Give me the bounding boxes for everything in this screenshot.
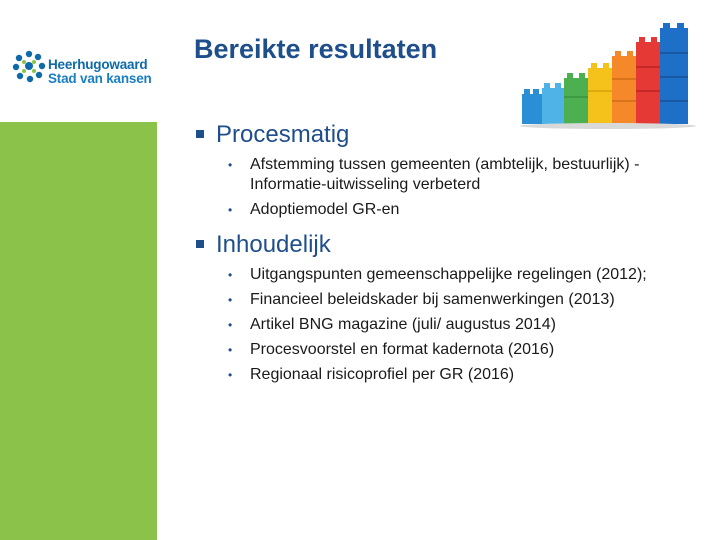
list-item xyxy=(228,200,694,220)
dot-bullet-icon: • xyxy=(228,268,233,282)
square-bullet-icon xyxy=(196,240,204,248)
heading-text: Procesmatig xyxy=(216,121,350,148)
section-procesmatig xyxy=(194,120,694,220)
item-text: Financieel beleidskader bij samenwerkingen (2013) xyxy=(250,291,615,308)
list-item xyxy=(228,265,694,285)
slide-content xyxy=(194,116,694,385)
item-text: Afstemming tussen gemeenten (ambtelijk, bestuurlijk) - Informatie-uitwisseling verbeterd xyxy=(250,156,640,193)
heading-text: Inhoudelijk xyxy=(216,231,331,258)
section-heading xyxy=(194,120,694,150)
list-item xyxy=(228,290,694,310)
dot-bullet-icon: • xyxy=(228,368,233,382)
item-text: Artikel BNG magazine (juli/ augustus 2014) xyxy=(250,316,556,333)
dot-bullet-icon: • xyxy=(228,293,233,307)
square-bullet-icon xyxy=(196,130,204,138)
section-heading xyxy=(194,230,694,260)
bullet-list xyxy=(194,155,694,220)
item-text: Adoptiemodel GR-en xyxy=(250,201,400,218)
list-item xyxy=(228,365,694,385)
item-text: Procesvoorstel en format kadernota (2016) xyxy=(250,341,555,358)
section-inhoudelijk xyxy=(194,230,694,385)
dot-bullet-icon: • xyxy=(228,318,233,332)
dot-bullet-icon: • xyxy=(228,203,233,217)
dot-bullet-icon: • xyxy=(228,158,233,172)
lego-bricks-illustration xyxy=(518,18,708,130)
logo-area xyxy=(0,0,157,122)
list-item xyxy=(228,155,694,195)
logo-flower-icon xyxy=(10,48,48,86)
item-text: Regionaal risicoprofiel per GR (2016) xyxy=(250,366,515,383)
page-title: Bereikte resultaten xyxy=(194,34,438,64)
dot-bullet-icon: • xyxy=(228,343,233,357)
logo-text xyxy=(48,58,152,86)
list-item xyxy=(228,315,694,335)
logo-line1: Heerhugowaard xyxy=(48,57,148,72)
list-item xyxy=(228,340,694,360)
bullet-list xyxy=(194,265,694,385)
item-text: Uitgangspunten gemeenschappelijke regelingen (2012); xyxy=(250,266,647,283)
logo-line2: Stad van kansen xyxy=(48,71,152,86)
